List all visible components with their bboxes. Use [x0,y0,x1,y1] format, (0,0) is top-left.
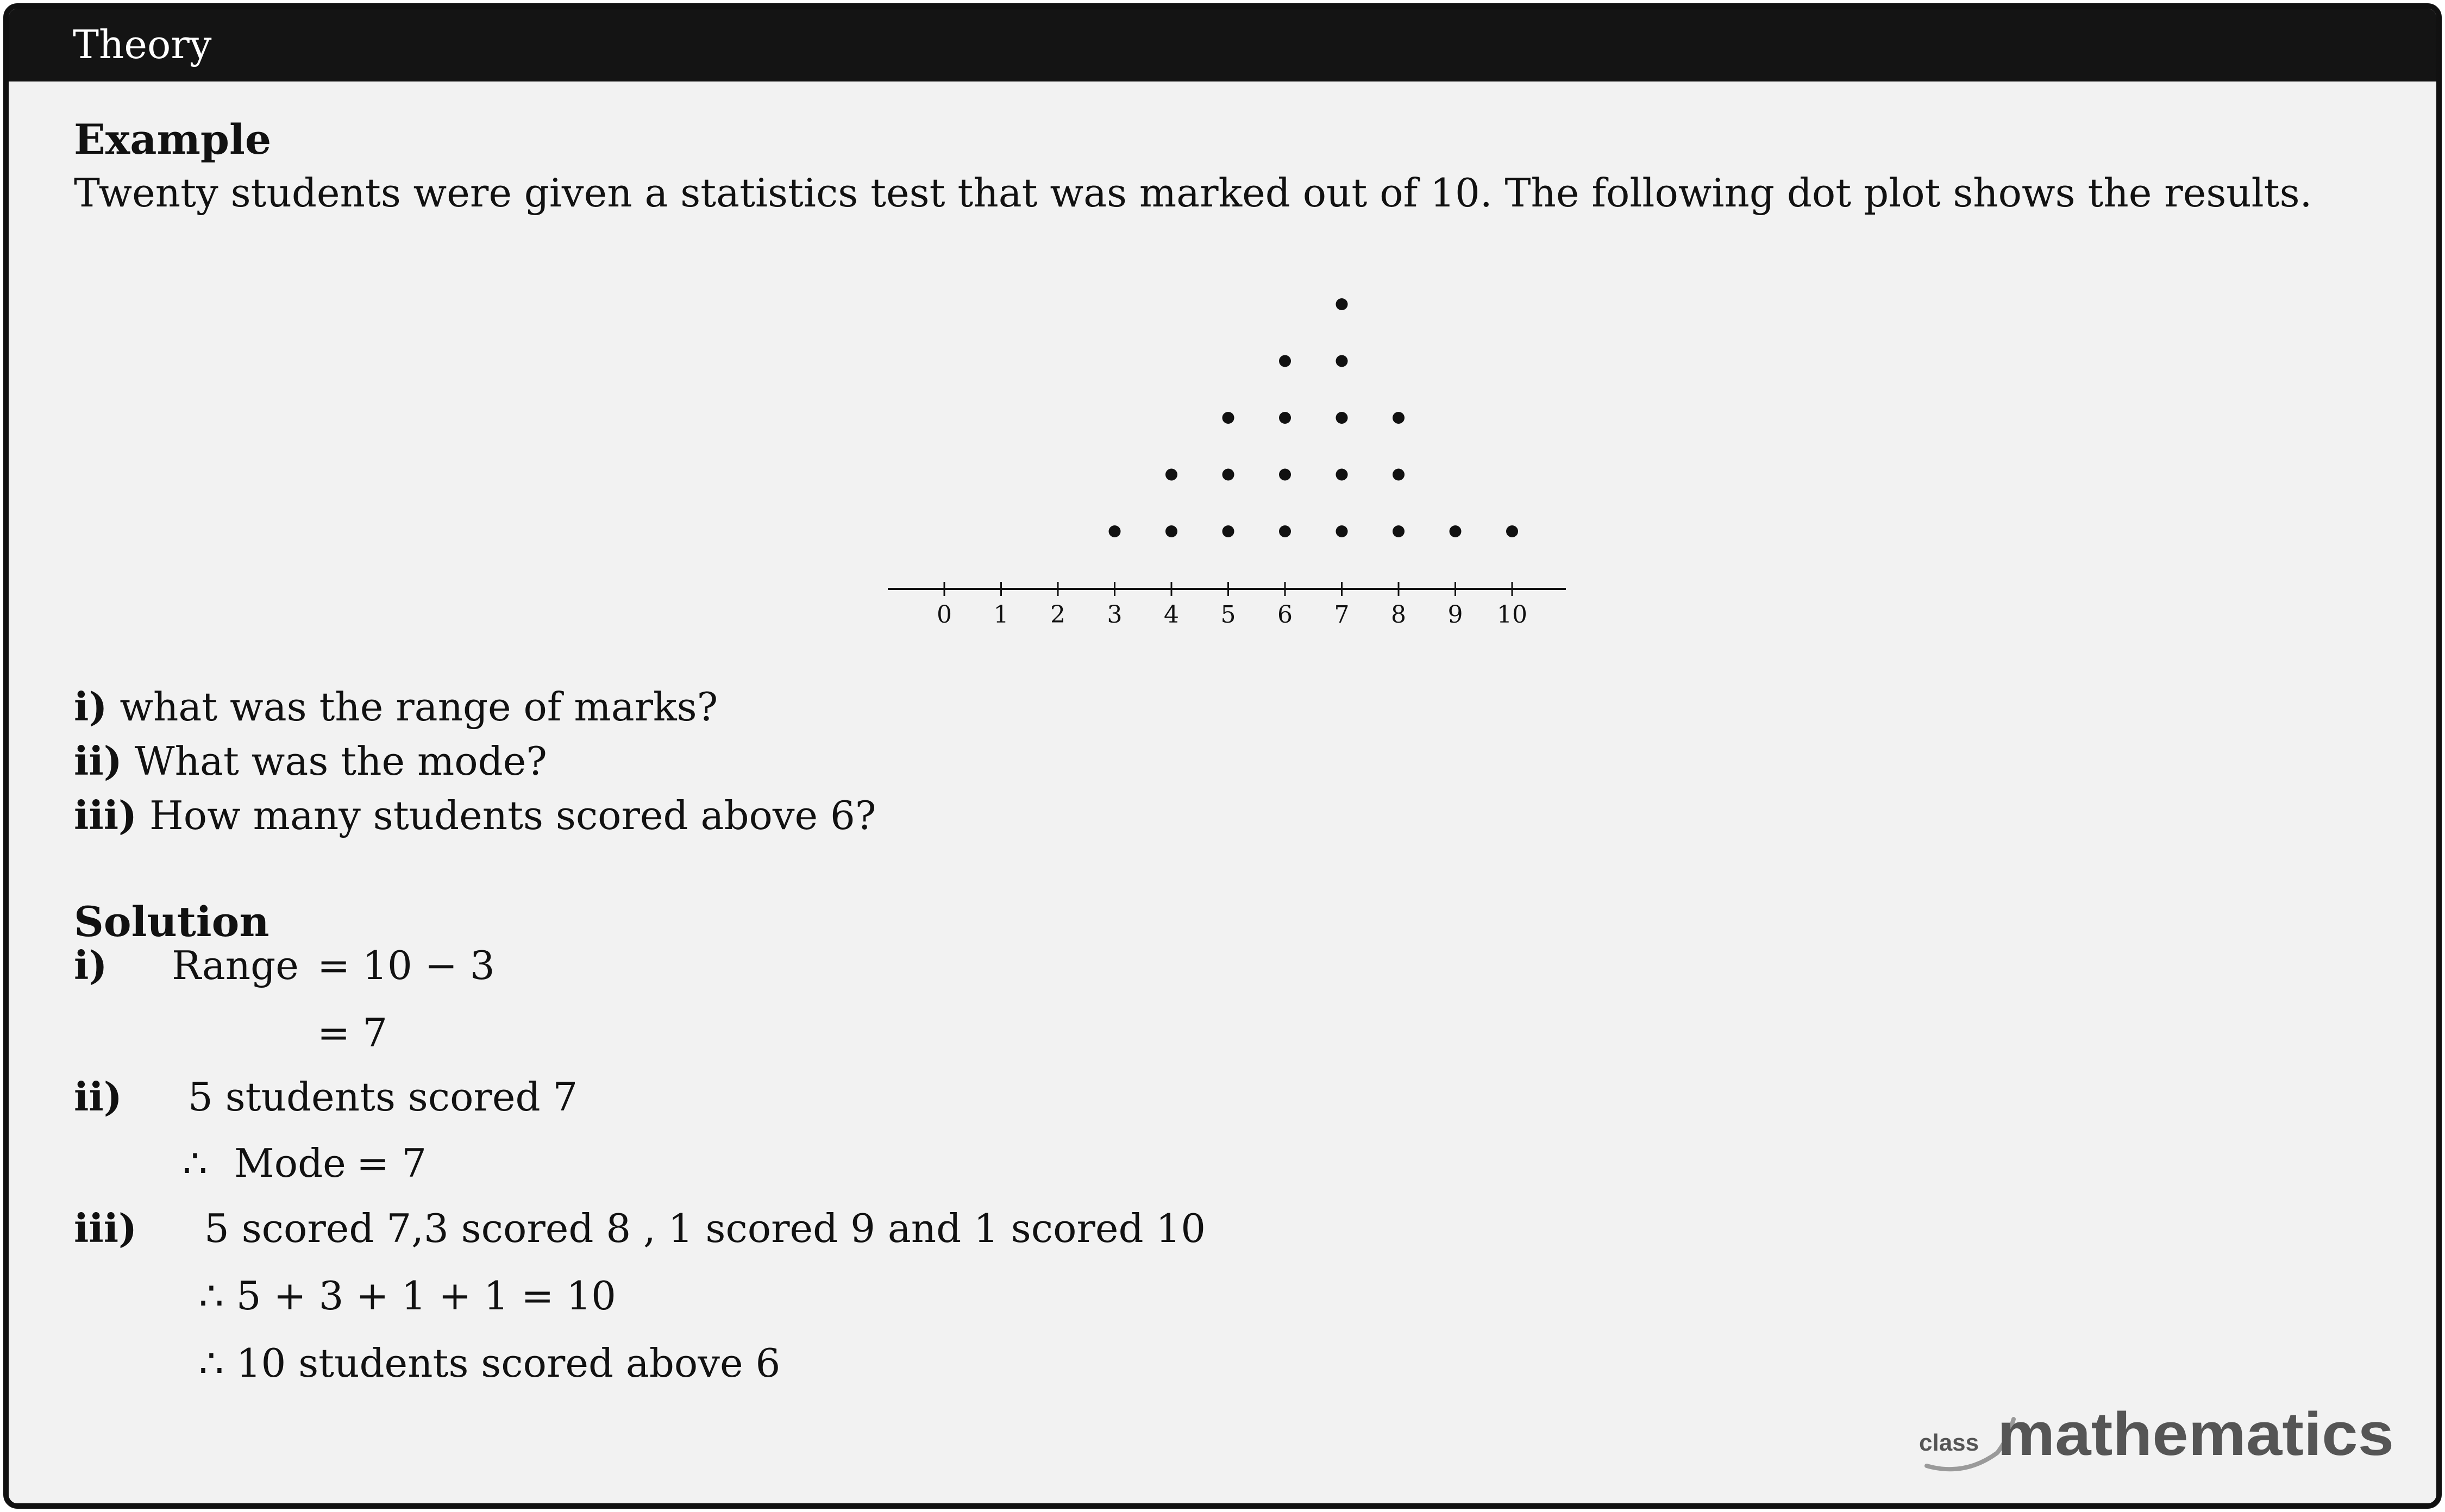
solution-i-number: i) [74,942,108,988]
solution-i-line2: = 7 [317,1010,388,1056]
dot-6-3 [1279,412,1291,424]
tick-label-0: 0 [937,601,952,629]
dot-3-1 [1109,525,1121,537]
question-1 [74,682,718,731]
dot-plot [9,9,2442,661]
dot-5-1 [1222,525,1234,537]
tick-label-3: 3 [1107,601,1123,629]
dot-8-1 [1393,525,1405,537]
question-2 [74,737,547,786]
tick-label-4: 4 [1164,601,1179,629]
solution-heading: Solution [74,898,269,946]
dot-5-2 [1222,469,1234,481]
tick-label-2: 2 [1050,601,1065,629]
solution-iii-line3: ∴ 10 students scored above 6 [199,1340,781,1386]
question-2-number: ii) [74,738,122,784]
dot-10-1 [1506,525,1518,537]
tick-label-7: 7 [1334,601,1350,629]
theory-card [3,3,2442,1509]
dot-7-5 [1336,298,1348,310]
dot-7-4 [1336,355,1348,367]
solution-ii-number: ii) [74,1074,122,1120]
dot-4-2 [1165,469,1177,481]
tick-label-10: 10 [1497,601,1527,629]
tick-label-9: 9 [1447,601,1463,629]
question-2-text: What was the mode? [134,738,547,784]
dot-9-1 [1450,525,1462,537]
solution-i-line1: = 10 − 3 [317,943,495,988]
solution-iii-line1: 5 scored 7,3 scored 8 , 1 scored 9 and 1 scored 10 [204,1206,1206,1251]
example-intro: Twenty students were given a statistics test that was marked out of 10. The following dot plot shows the results. [74,170,2312,216]
dot-8-2 [1393,469,1405,481]
solution-ii-line2: = 7 [356,1140,427,1186]
dot-6-2 [1279,469,1291,481]
example-heading: Example [74,115,272,164]
dot-7-1 [1336,525,1348,537]
classmathematics-logo [1916,1401,2405,1477]
logo-mathematics-text: mathematics [1997,1401,2394,1468]
tick-label-8: 8 [1391,601,1406,629]
question-3-number: iii) [74,792,137,838]
question-3-text: How many students scored above 6? [149,793,876,838]
tick-label-6: 6 [1277,601,1293,629]
dot-6-4 [1279,355,1291,367]
solution-iii-line2: ∴ 5 + 3 + 1 + 1 = 10 [199,1273,616,1319]
dot-5-3 [1222,412,1234,424]
solution-ii-label: Mode [234,1140,346,1186]
tick-label-5: 5 [1220,601,1236,629]
solution-i-label: Range [172,943,299,988]
solution-iii-number: iii) [74,1205,137,1251]
question-1-number: i) [74,683,108,730]
tick-label-1: 1 [993,601,1009,629]
question-1-text: what was the range of marks? [120,684,718,730]
dot-7-3 [1336,412,1348,424]
dot-7-2 [1336,469,1348,481]
solution-ii-therefore: ∴ [183,1140,208,1186]
dot-6-1 [1279,525,1291,537]
question-3 [74,791,876,840]
dot-4-1 [1165,525,1177,537]
solution-ii-line1: 5 students scored 7 [188,1074,578,1120]
header-title: Theory [73,22,212,67]
logo-class-text: class [1919,1429,1979,1456]
dot-8-3 [1393,412,1405,424]
